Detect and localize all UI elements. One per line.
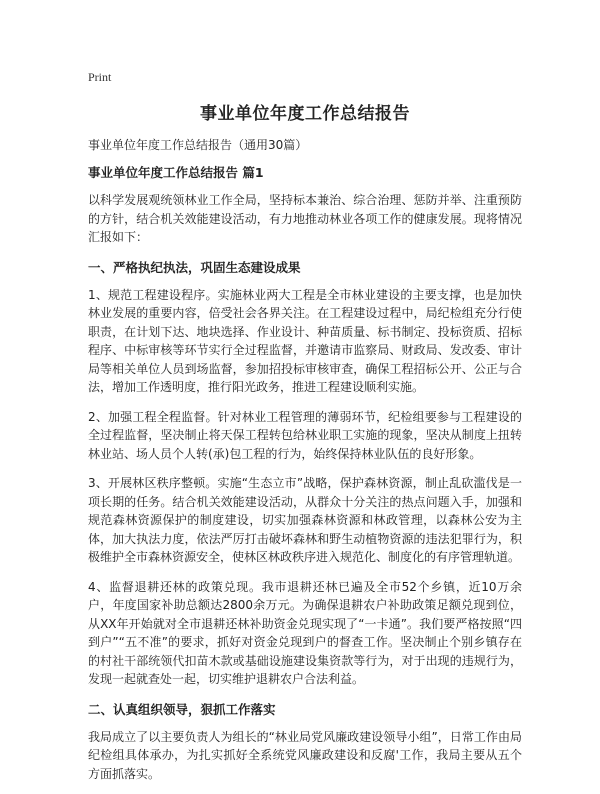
article-heading: 事业单位年度工作总结报告 篇1 [88,165,264,180]
paragraph: 3、开展林区秩序整顿。实施“生态立市”战略，保护森林资源，制止乱砍滥伐是一项长期的任务。结合机关效能建设活动，从群众十分关注的热点问题入手，加强和规范森林资源保护的制度建设，切实加强森林资源和林政管理，以森林公安为主体，加大执法力度，依法严厉打击破坏森林和野生动植物资源的违法犯罪行为，积极维护全市森林资源安全，使林区林政秩序进入规范化、制度化的有序管理轨道。 [88,476,522,564]
document-title: 事业单位年度工作总结报告 [200,104,410,124]
paragraph: 1、规范工程建设程序。实施林业两大工程是全市林业建设的主要支撑，也是加快林业发展的重要内容，倍受社会各界关注。在工程建设过程中，局纪检组充分行使职责，在计划下达、地块选择、作业设计、种苗质量、标书制定、投标资质、招标程序、中标审核等环节实行全过程监督，并邀请市监察局、财政局、发改委、审计局等相关单位人员到场监督，参加招投标审核审查，确保工程招标公开、公正与合法，增加工作透明度，推行阳光政务，推进工程建设顺利实施。 [88,287,522,394]
print-link[interactable]: Print [88,70,112,84]
document-page [88,70,522,794]
paragraph: 2、加强工程全程监督。针对林业工程管理的薄弱环节，纪检组要参与工程建设的全过程监督，坚决制止将天保工程转包给林业职工实施的现象，坚决从制度上扭转林业站、场人员个人转(承)包工程的行为，始终保持林业队伍的良好形象。 [88,409,522,461]
section-heading: 二、认真组织领导，狠抓工作落实 [88,701,276,717]
section-heading: 一、严格执纪执法，巩固生态建设成果 [88,259,301,275]
document-subtitle: 事业单位年度工作总结报告（通用30篇） [88,138,308,152]
paragraph: 4、监督退耕还林的政策兑现。我市退耕还林已遍及全市52个乡镇，近10万余户，年度国家补助总额达2800余万元。为确保退耕农户补助政策足额兑现到位，从XX年开始就对全市退耕还林补助资金兑现实现了“一卡通”。我们要严格按照“四到户”“五不准”的要求，抓好对资金兑现到户的督查工作。坚决制止个别乡镇存在的村社干部统领代扣苗木款或基础设施建设集资款等行为，对于出现的违规行为，发现一起就查处一起，切实维护退耕农户合法利益。 [88,579,522,686]
paragraph: 我局成立了以主要负责人为组长的“林业局党风廉政建设领导小组”，日常工作由局纪检组具体承办，为扎实抓好全系统党风廉政建设和反腐'工作，我局主要从五个方面抓落实。 [88,729,522,781]
intro-paragraph: 以科学发展观统领林业工作全局，坚持标本兼治、综合治理、惩防并举、注重预防的方针，结合机关效能建设活动，有力地推动林业各项工作的健康发展。现将情况汇报如下： [88,193,522,244]
